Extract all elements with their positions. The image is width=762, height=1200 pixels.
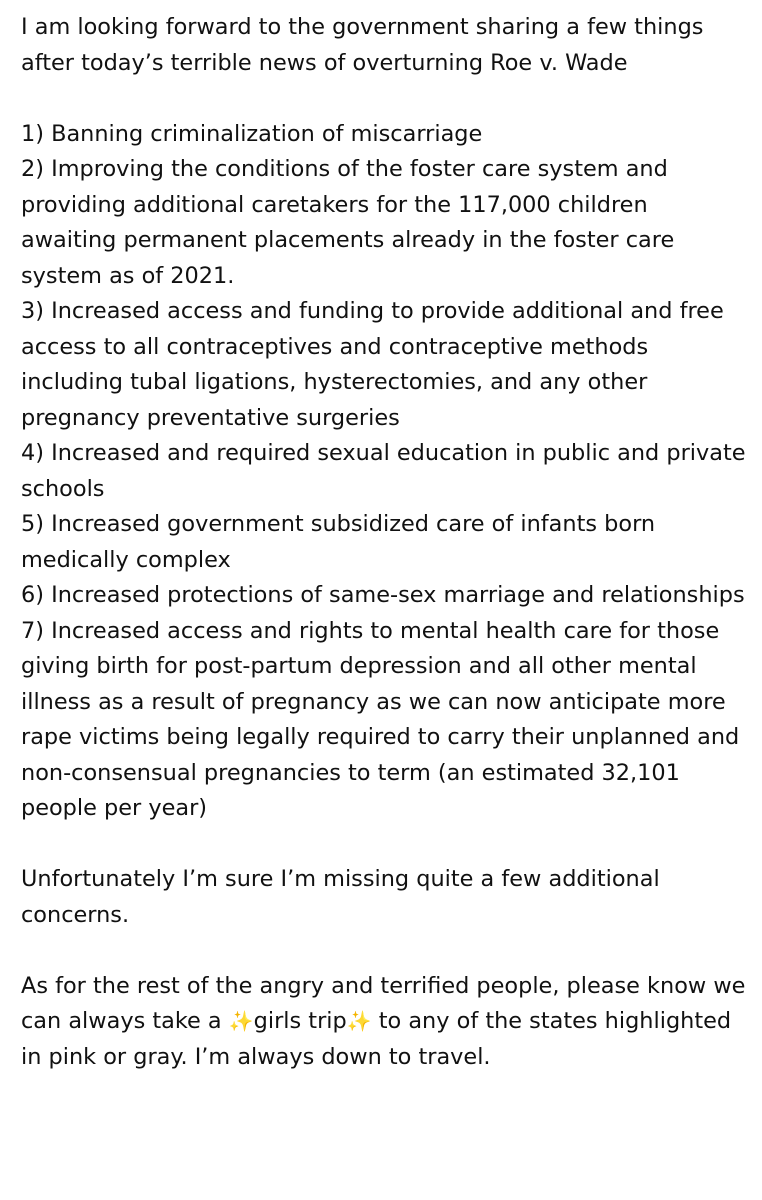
closing-text-start: As for the rest of the angry and terrified people, please know we can always take a [21, 972, 746, 1034]
list-item-7: 7) Increased access and rights to mental health care for those giving birth for post-partum depression and all other mental illness as a result of pregnancy as we can now anticipate more rape victims being legally required to carry their unplanned and non-consensual pregnancies to term (an estimated 32,101 people per year) [21, 617, 740, 821]
list-item-3: 3) Increased access and funding to provide additional and free access to all contraceptives and contraceptive methods including tubal ligations, hysterectomies, and any other pregnancy preventative surgeries [21, 298, 724, 431]
missing-concerns-paragraph: Unfortunately I’m sure I’m missing quite a few additional concerns. [21, 866, 660, 928]
list-item-2: 2) Improving the conditions of the foster care system and providing additional caretakers for the 117,000 children awaiting permanent placements already in the foster care system as of 2021. [21, 156, 675, 289]
sparkle-emoji-icon: ✨ [346, 1009, 372, 1033]
closing-paragraph [21, 969, 748, 1076]
paragraph-gap [21, 933, 748, 969]
paragraph-gap [21, 827, 748, 863]
paragraph-gap [21, 81, 748, 117]
list-item-1: 1) Banning criminalization of miscarriage [21, 120, 483, 147]
list-item-4: 4) Increased and required sexual education in public and private schools [21, 440, 746, 502]
closing-text-end: to any of the states highlighted in pink or gray. I’m always down to travel. [21, 1008, 732, 1070]
list-item-5: 5) Increased government subsidized care of infants born medically complex [21, 511, 656, 573]
intro-paragraph: I am looking forward to the government sharing a few things after today’s terrible news of overturning Roe v. Wade [21, 14, 704, 76]
list-item-6: 6) Increased protections of same-sex marriage and relationships [21, 582, 745, 608]
girls-trip-text: girls trip [253, 1008, 347, 1034]
sparkle-emoji-icon: ✨ [228, 1009, 254, 1033]
